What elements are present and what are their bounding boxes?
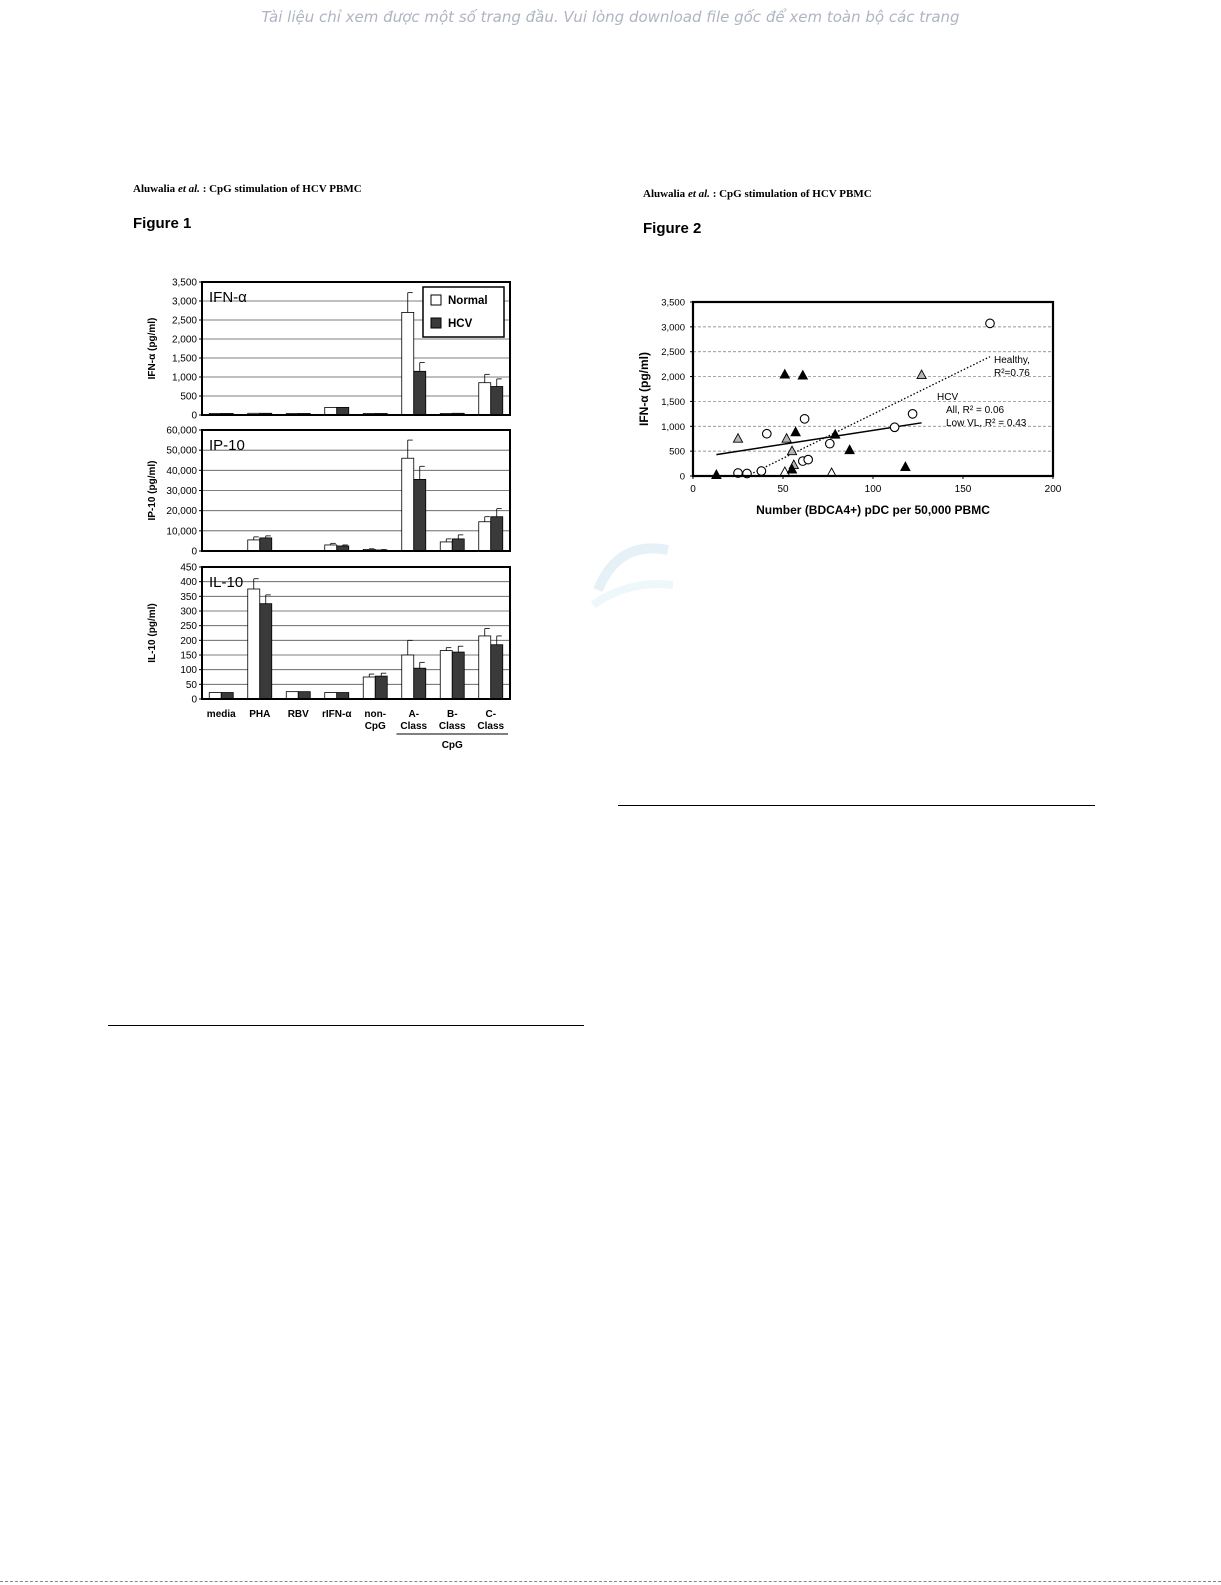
bar-normal [286,692,298,699]
point-triangle-black [780,370,789,379]
y-tick-label: 350 [180,591,197,603]
y-tick-label: 3,000 [661,322,685,334]
bar-panel-2 [147,426,510,558]
bar-hcv [414,371,426,415]
y-tick-label: 0 [191,546,197,558]
y-tick-label: 200 [180,635,197,647]
header-title: : CpG stimulation of HCV PBMC [712,188,872,200]
point-triangle-black [901,462,910,471]
point-circle-open [763,429,772,438]
healthy-annotation: Healthy, [994,355,1030,366]
hcv-annotation: All, R² = 0.06 [946,405,1005,416]
bar-panel-3 [147,563,510,706]
group-label: CpG [441,740,463,751]
y-tick-label: 60,000 [166,425,197,437]
right-page-header [643,188,872,200]
point-triangle-gray [733,434,742,443]
point-circle-open [757,467,766,476]
y-tick-label: 500 [180,391,197,403]
bar-hcv [337,407,349,415]
y-axis-label: IFN-α (pg/ml) [147,317,158,380]
y-tick-label: 300 [180,606,197,618]
header-etal: et al. [177,183,200,195]
panel-label: IP-10 [209,437,245,454]
bar-hcv [491,387,503,416]
bar-normal [363,677,375,699]
healthy-annotation: R²=0.76 [994,368,1030,379]
legend-swatch-hcv [431,318,441,328]
panel-label: IFN-α [209,289,247,306]
bar-normal [479,522,491,551]
figure-2-chart [630,285,1080,545]
x-tick-label: 150 [954,484,972,495]
y-tick-label: 40,000 [166,465,197,477]
y-tick-label: 150 [180,650,197,662]
y-tick-label: 1,000 [171,372,197,384]
y-tick-label: 3,000 [171,296,197,308]
bar-normal [479,383,491,415]
y-tick-label: 0 [191,694,197,706]
bar-normal [402,312,414,415]
x-category-label: RBV [287,709,309,720]
point-triangle-black [798,371,807,380]
y-tick-label: 3,500 [661,297,685,309]
y-tick-label: 1,500 [171,353,197,365]
bar-hcv [260,538,272,551]
y-tick-label: 100 [180,665,197,677]
x-tick-label: 100 [864,484,882,495]
bar-normal [402,655,414,699]
point-triangle-gray [787,446,796,455]
y-tick-label: 1,500 [661,396,685,408]
x-category-label: Class [438,721,466,732]
header-title: : CpG stimulation of HCV PBMC [202,183,362,195]
y-tick-label: 2,500 [171,315,197,327]
bar-normal [325,407,337,415]
point-circle-open [986,319,995,328]
y-axis-label: IL-10 (pg/ml) [147,603,158,663]
right-page-footnote-rule [618,805,1095,806]
x-tick-label: 200 [1044,484,1062,495]
y-axis-label: IP-10 (pg/ml) [147,460,158,521]
y-tick-label: 2,000 [171,334,197,346]
y-tick-label: 400 [180,577,197,589]
legend-swatch-normal [431,295,441,305]
bar-hcv [491,645,503,699]
figure-1-chart [140,270,530,770]
y-tick-label: 500 [669,446,685,458]
bar-hcv [414,668,426,699]
hcv-annotation: HCV [937,392,959,403]
y-tick-label: 3,500 [171,277,197,289]
bar-normal [440,651,452,699]
panel-label: IL-10 [209,574,244,591]
left-page-header [133,183,362,195]
point-circle-open [826,439,835,448]
y-tick-label: 0 [679,471,685,483]
legend-label-hcv: HCV [448,318,473,330]
point-circle-open [804,455,813,464]
bar-hcv [452,652,464,699]
y-tick-label: 450 [180,562,197,574]
x-category-label: PHA [249,709,271,720]
y-tick-label: 50 [185,679,197,691]
point-circle-open [800,415,809,424]
bar-normal [402,458,414,551]
x-category-label: C- [485,709,497,720]
y-tick-label: 250 [180,621,197,633]
point-triangle-gray [917,370,926,379]
x-category-label: media [206,709,236,720]
y-tick-label: 30,000 [166,486,197,497]
legend [423,287,504,337]
y-tick-label: 1,000 [661,421,685,433]
bar-normal [248,540,260,551]
header-author: Aluwalia [133,183,176,195]
header-etal: et al. [687,188,710,200]
x-category-label: Class [400,721,428,732]
y-axis-label: IFN-α (pg/ml) [637,351,651,427]
x-axis-label: Number (BDCA4+) pDC per 50,000 PBMC [756,503,990,517]
page-bottom-edge [0,1581,1221,1582]
bar-hcv [491,517,503,551]
point-circle-open [890,423,899,432]
bar-hcv [375,676,387,699]
x-category-label: B- [446,709,458,720]
point-circle-open [908,410,917,419]
legend-label-normal: Normal [448,295,488,307]
x-category-label: Class [477,721,505,732]
y-tick-label: 0 [191,410,197,422]
bar-hcv [260,604,272,699]
download-notice-banner: Tài liệu chỉ xem được một số trang đầu. Vui lòng download file gốc để xem toàn bộ các trang [261,8,960,26]
bar-hcv [298,692,310,699]
x-tick-label: 50 [777,484,789,495]
bar-hcv [414,479,426,551]
x-category-label: CpG [364,721,386,732]
point-triangle-black [712,470,721,479]
left-page-footnote-rule [108,1025,584,1026]
bar-normal [440,542,452,551]
point-triangle-black [845,445,854,454]
x-category-label: non- [364,709,387,720]
header-author: Aluwalia [643,188,686,200]
bar-normal [479,636,491,699]
bar-hcv [452,539,464,551]
y-tick-label: 2,500 [661,347,685,359]
y-tick-label: 2,000 [661,372,685,384]
x-category-label: A- [408,709,420,720]
y-tick-label: 50,000 [166,445,197,457]
faint-watermark-logo [588,530,678,610]
figure-1-label: Figure 1 [133,215,192,232]
point-triangle-gray [782,434,791,443]
bar-normal [248,589,260,699]
figure-2-label: Figure 2 [643,220,702,237]
hcv-annotation: Low VL, R² = 0.43 [946,418,1027,429]
y-tick-label: 20,000 [166,506,197,518]
y-tick-label: 10,000 [166,526,197,538]
x-tick-label: 0 [690,484,696,495]
point-triangle-black [791,427,800,436]
x-category-label: rIFN-α [322,709,352,720]
